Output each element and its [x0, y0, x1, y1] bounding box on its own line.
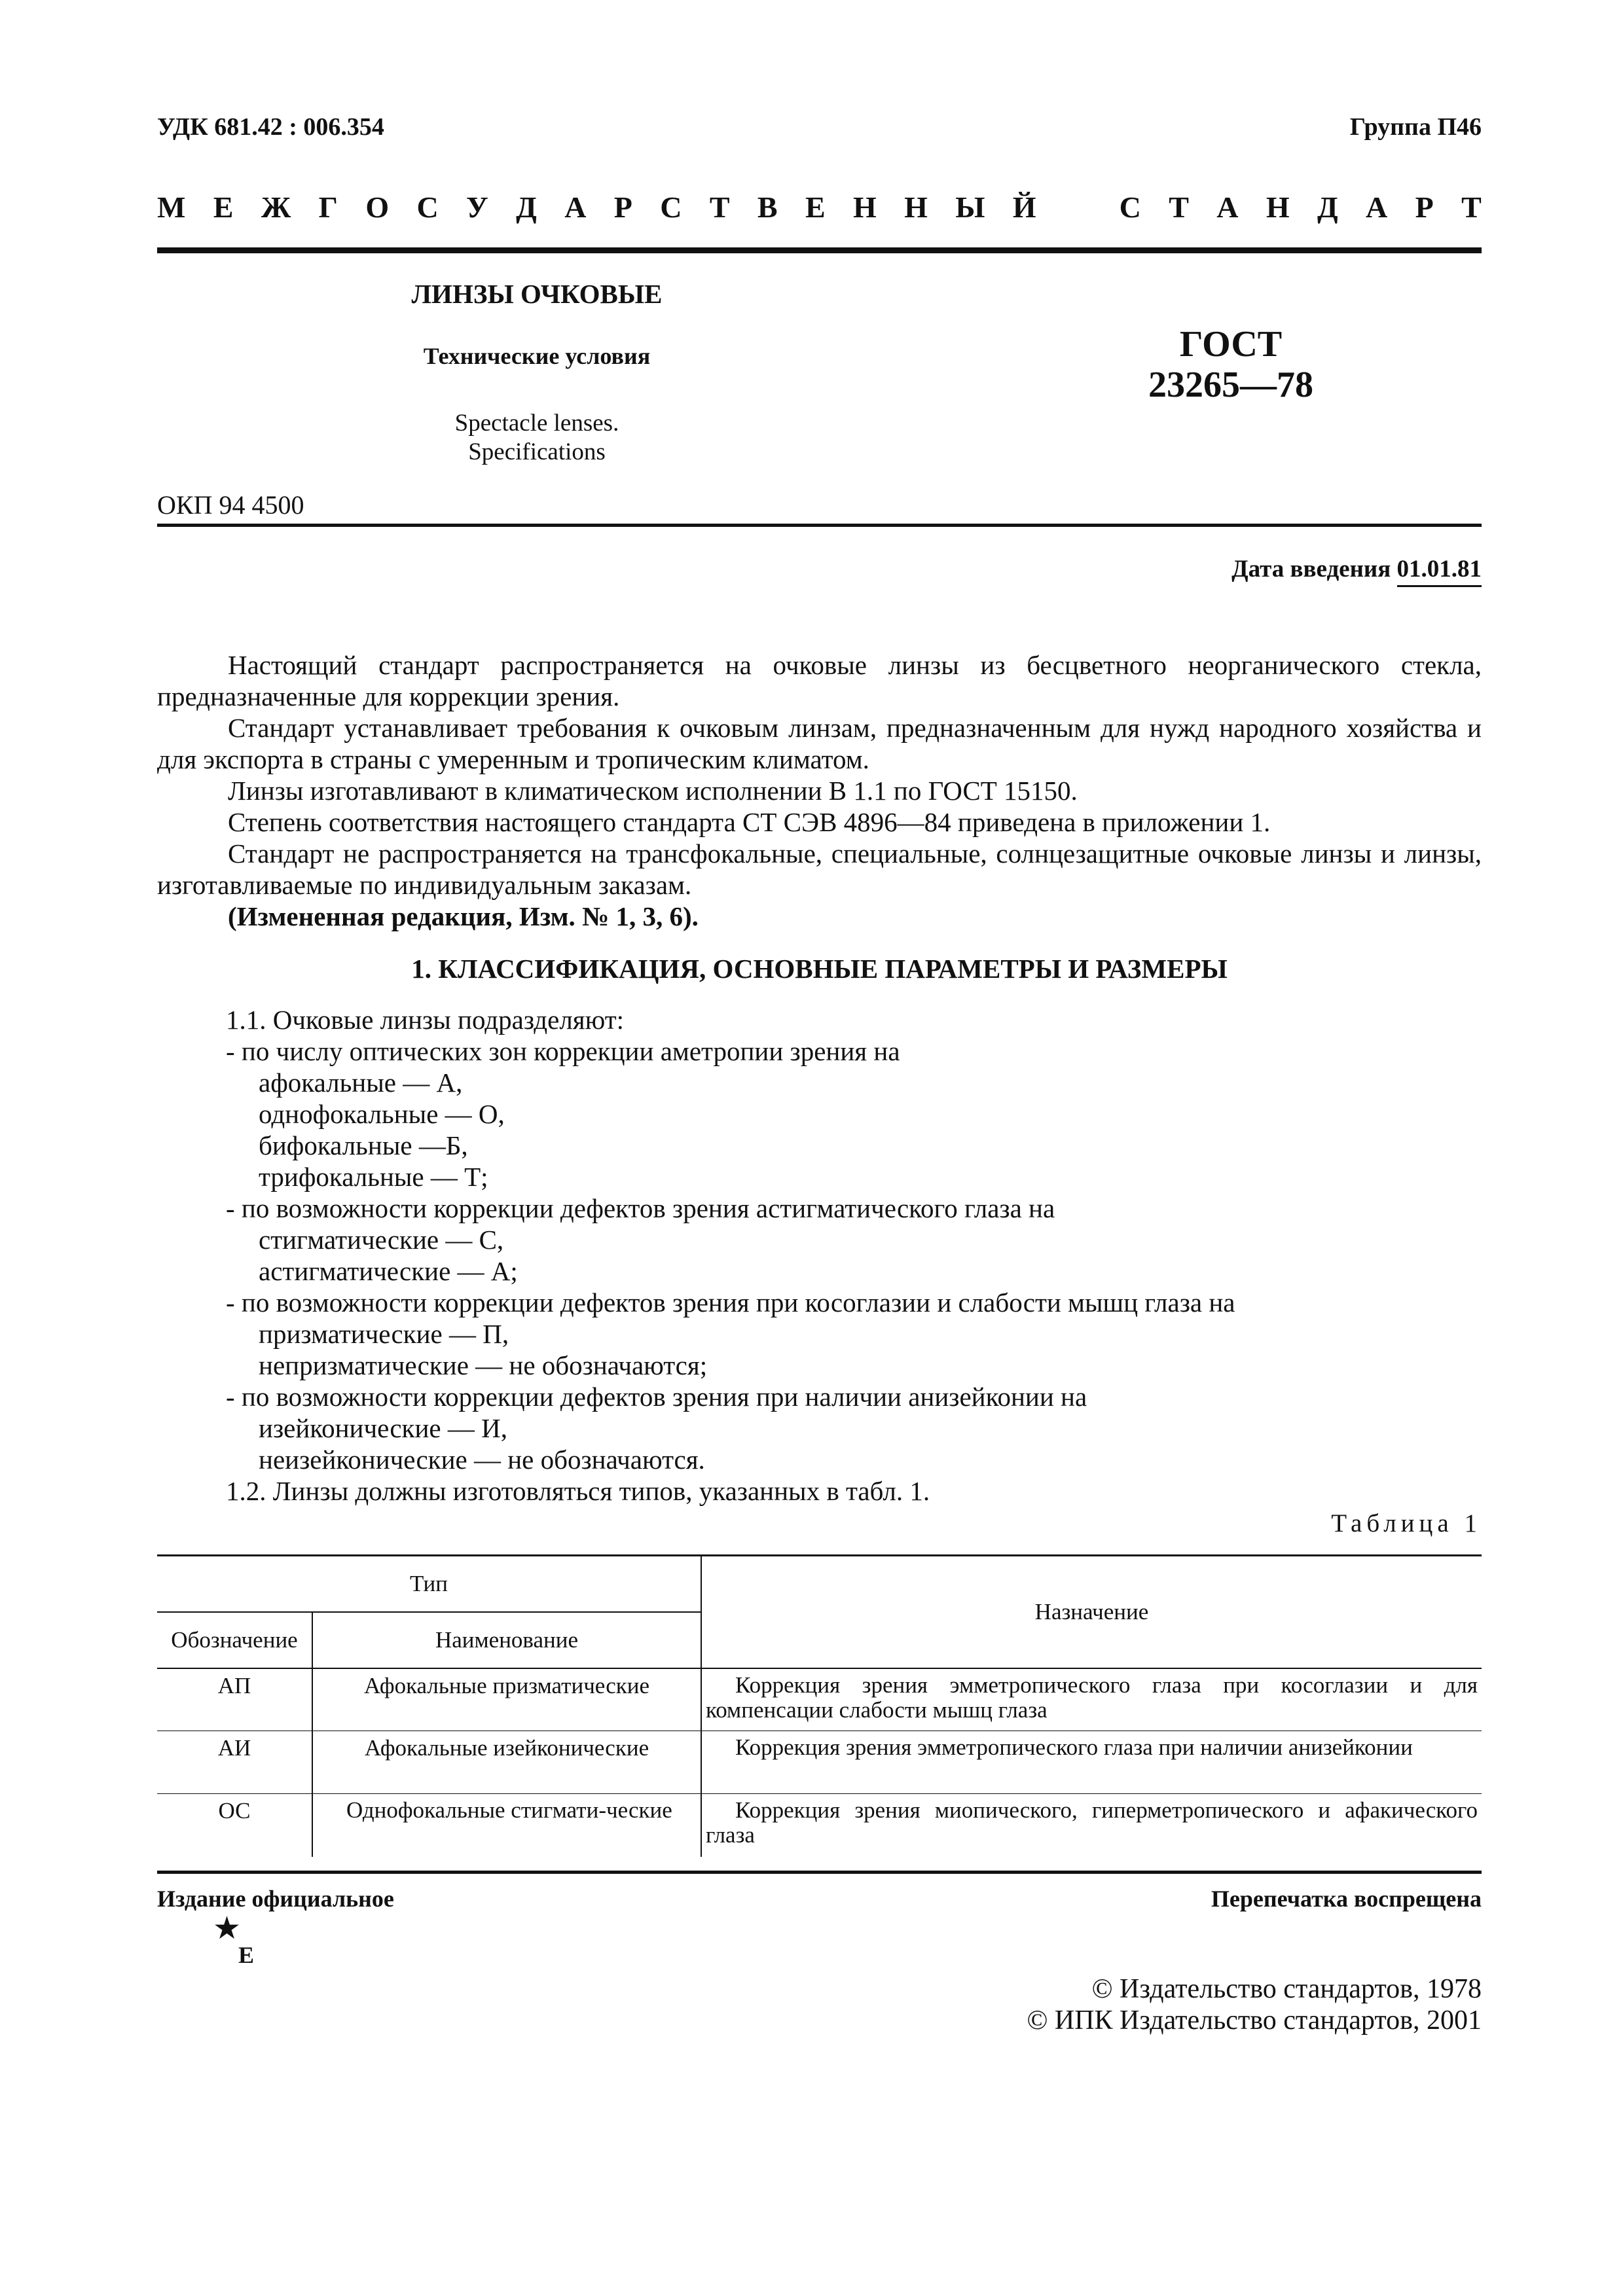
gost-code: 23265—78 — [1148, 365, 1313, 405]
banner-letter: А — [1216, 190, 1239, 224]
list-subitem: призматические — П, — [259, 1319, 509, 1349]
header-type: Тип — [157, 1556, 701, 1612]
banner-letter: Д — [516, 190, 537, 224]
banner-letter: А — [1366, 190, 1388, 224]
banner-letter: А — [564, 190, 587, 224]
date-label: Дата введения — [1231, 556, 1391, 583]
banner-letter: Р — [613, 190, 632, 224]
banner-letter: Н — [904, 190, 928, 224]
copyright-1978: © Издательство стандартов, 1978 — [1091, 1974, 1482, 2004]
banner-letter: Н — [852, 190, 877, 224]
list-subitem: изейконические — И, — [259, 1413, 507, 1443]
cell-code: АИ — [157, 1731, 312, 1794]
english-title-line-1: Spectacle lenses. — [454, 410, 619, 437]
types-table — [157, 1554, 1482, 1857]
header-name: Наименование — [312, 1612, 701, 1668]
banner-letter: Г — [318, 190, 338, 224]
banner-letter: Т — [709, 190, 730, 224]
list-subitem: трифокальные — Т; — [259, 1162, 488, 1192]
okp-code: ОКП 94 4500 — [157, 490, 304, 520]
list-subitem: бифокальные —Б, — [259, 1130, 468, 1160]
banner-letter: Р — [1415, 190, 1434, 224]
banner-letter: О — [365, 190, 390, 224]
gost-number — [1074, 324, 1388, 405]
table-row — [157, 1668, 1482, 1731]
list-subitem: стигматические — С, — [259, 1225, 504, 1255]
list-item: - по возможности коррекции дефектов зрения астигматического глаза на — [226, 1193, 1055, 1223]
cell-purpose: Коррекция зрения эмметропического глаза при косоглазии и для компенсации слабости мышц глаза — [701, 1668, 1482, 1731]
list-subitem: астигматические — А; — [259, 1256, 518, 1286]
list-item: - по возможности коррекции дефектов зрения при косоглазии и слабости мышц глаза на — [226, 1287, 1235, 1318]
cell-code: АП — [157, 1668, 312, 1731]
banner-letter: Т — [1169, 190, 1189, 224]
intro-paragraph: Стандарт устанавливает требования к очковым линзам, предназначенным для нужд народного хозяйства и для экспорта в страны с умеренным и тропическим климатом. — [157, 713, 1482, 774]
official-edition: Издание официальное — [157, 1886, 394, 1912]
clause-line: 1.1. Очковые линзы подразделяют: — [226, 1005, 625, 1035]
english-title-line-2: Specifications — [468, 439, 606, 465]
list-item: - по возможности коррекции дефектов зрения при наличии анизейконии на — [226, 1382, 1087, 1412]
banner-letter: Ы — [955, 190, 985, 224]
banner-letter: Д — [1317, 190, 1338, 224]
list-item: - по числу оптических зон коррекции аметропии зрения на — [226, 1036, 900, 1066]
copyright-2001: © ИПК Издательство стандартов, 2001 — [1027, 2005, 1482, 2036]
section-title: 1. КЛАССИФИКАЦИЯ, ОСНОВНЫЕ ПАРАМЕТРЫ И РАЗМЕРЫ — [411, 954, 1228, 984]
cell-name: Афокальные изейконические — [312, 1731, 701, 1794]
table-row — [157, 1794, 1482, 1857]
intro-paragraph: Степень соответствия настоящего стандарта СТ СЭВ 4896—84 приведена в приложении 1. — [228, 807, 1271, 837]
edition-letter: Е — [238, 1942, 255, 1968]
cell-name: Однофокальные стигмати-ческие — [312, 1794, 701, 1857]
document-title: ЛИНЗЫ ОЧКОВЫЕ — [411, 279, 663, 309]
banner-letter: У — [466, 190, 488, 224]
cell-purpose: Коррекция зрения эмметропического глаза при наличии анизейконии — [701, 1731, 1482, 1794]
header-code: Обозначение — [157, 1612, 312, 1668]
title-block — [327, 278, 746, 467]
header-purpose: Назначение — [701, 1556, 1482, 1668]
list-subitem: неизейконические — не обозначаются. — [259, 1444, 705, 1475]
banner-letter: Й — [1012, 190, 1036, 224]
cell-name: Афокальные призматические — [312, 1668, 701, 1731]
udk-code: УДК 681.42 : 006.354 — [157, 113, 384, 141]
gost-label: ГОСТ — [1179, 324, 1283, 365]
group-code: Группа П46 — [1349, 113, 1482, 141]
star-icon: ★ — [213, 1911, 242, 1946]
list-subitem: непризматические — не обозначаются; — [259, 1350, 708, 1380]
amendment-note: (Измененная редакция, Изм. № 1, 3, 6). — [228, 901, 699, 931]
date-value: 01.01.81 — [1397, 556, 1482, 587]
list-subitem: однофокальные — О, — [259, 1099, 505, 1129]
banner-letter: С — [416, 190, 439, 224]
banner-letter: Е — [805, 190, 826, 224]
interstate-standard-banner — [157, 190, 1482, 224]
banner-letter: Ж — [261, 190, 291, 224]
document-subtitle: Технические условия — [423, 343, 651, 369]
banner-letter: М — [157, 190, 186, 224]
banner-rule — [157, 247, 1482, 253]
banner-letter: С — [660, 190, 682, 224]
footer-rule — [157, 1871, 1482, 1874]
banner-letter: С — [1119, 190, 1141, 224]
cell-code: ОС — [157, 1794, 312, 1857]
intro-paragraph: Стандарт не распространяется на трансфокальные, специальные, солнцезащитные очковые линзы и линзы, изготавливаемые по индивидуальным заказам. — [157, 838, 1482, 900]
banner-letter: В — [757, 190, 778, 224]
table-caption: Таблица 1 — [1331, 1509, 1482, 1537]
intro-paragraph: Настоящий стандарт распространяется на очковые линзы из бесцветного неорганического стекла, предназначенные для коррекции зрения. — [157, 650, 1482, 711]
introduction-date — [1231, 555, 1482, 583]
banner-letter: Е — [213, 190, 234, 224]
list-subitem: афокальные — А, — [259, 1067, 463, 1098]
table-row — [157, 1731, 1482, 1794]
banner-letter: Н — [1266, 190, 1290, 224]
banner-letter: Т — [1461, 190, 1482, 224]
clause-line: 1.2. Линзы должны изготовляться типов, указанных в табл. 1. — [226, 1476, 930, 1506]
reprint-notice: Перепечатка воспрещена — [1211, 1886, 1482, 1912]
intro-paragraph: Линзы изготавливают в климатическом исполнении В 1.1 по ГОСТ 15150. — [228, 776, 1078, 806]
title-rule — [157, 524, 1482, 527]
cell-purpose: Коррекция зрения миопического, гиперметропического и афакического глаза — [706, 1797, 1478, 1848]
